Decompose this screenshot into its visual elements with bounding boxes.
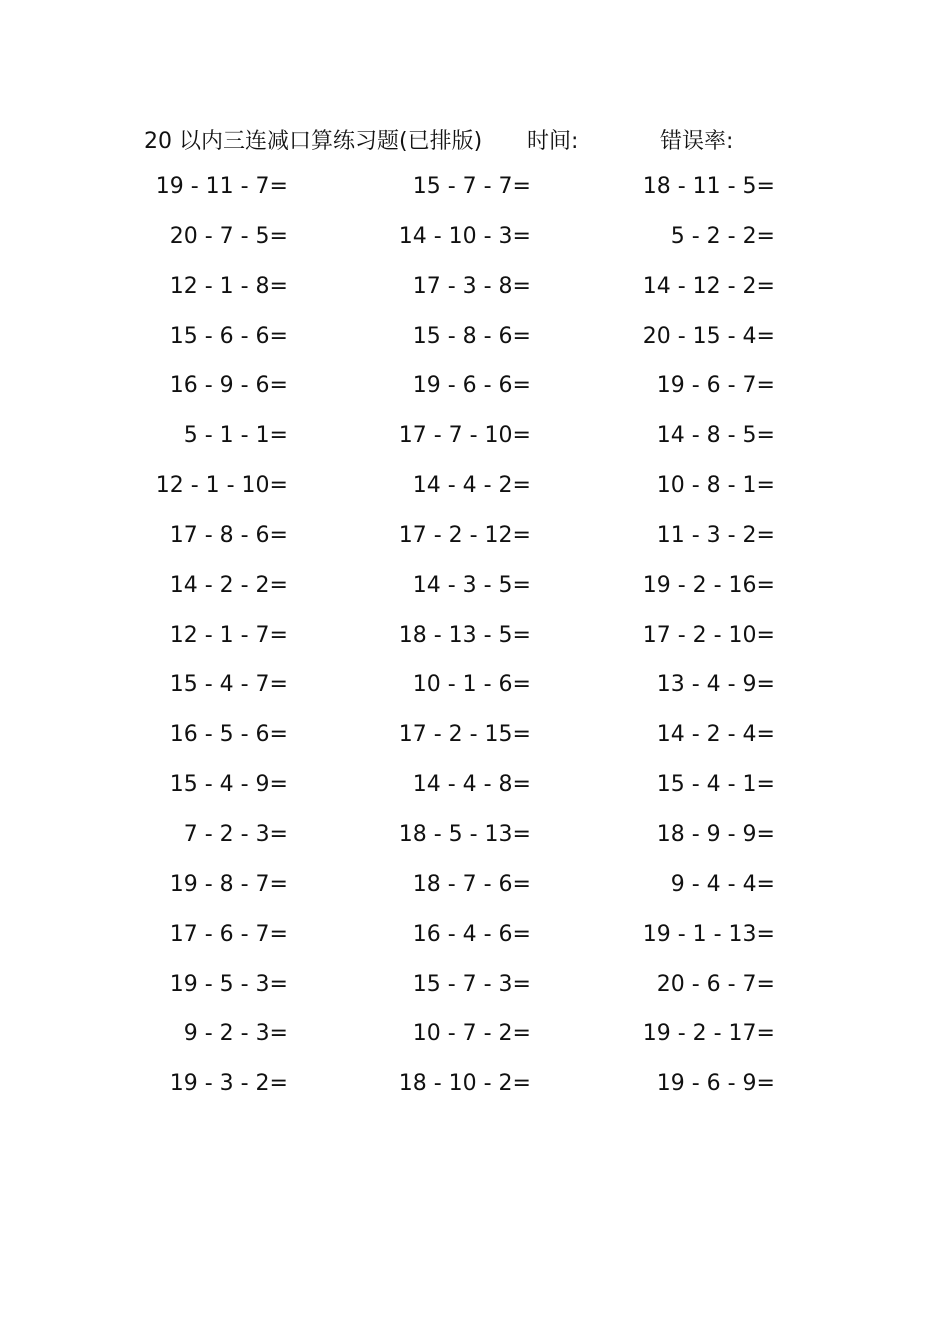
problem-item: 10 - 8 - 1= <box>656 473 775 499</box>
problem-item: 14 - 8 - 5= <box>656 423 775 449</box>
problem-item: 19 - 8 - 7= <box>169 871 288 897</box>
problem-item: 15 - 7 - 7= <box>412 174 531 199</box>
problem-item: 19 - 2 - 16= <box>642 572 775 598</box>
problem-item: 16 - 9 - 6= <box>169 373 288 399</box>
problem-item: 12 - 1 - 8= <box>169 273 288 299</box>
problem-item: 19 - 6 - 6= <box>412 373 531 399</box>
problem-item: 5 - 2 - 2= <box>670 223 775 249</box>
problem-item: 12 - 1 - 10= <box>155 473 288 499</box>
problem-item: 17 - 3 - 8= <box>412 273 531 299</box>
problem-item: 15 - 7 - 3= <box>412 971 531 997</box>
problem-item: 18 - 10 - 2= <box>398 1071 531 1097</box>
problem-item: 17 - 2 - 12= <box>398 522 531 548</box>
problem-item: 9 - 4 - 4= <box>670 871 775 897</box>
problem-item: 15 - 4 - 7= <box>169 672 288 698</box>
problem-item: 19 - 11 - 7= <box>155 174 288 199</box>
problem-row <box>0 772 950 822</box>
worksheet-title: 20 以内三连减口算练习题(已排版) <box>144 129 483 154</box>
problem-item: 14 - 12 - 2= <box>642 273 775 299</box>
problem-item: 14 - 2 - 4= <box>656 722 775 748</box>
problem-row <box>0 523 950 573</box>
problem-item: 18 - 11 - 5= <box>642 174 775 199</box>
problem-item: 12 - 1 - 7= <box>169 622 288 648</box>
problem-item: 9 - 2 - 3= <box>183 1021 288 1047</box>
problem-item: 19 - 2 - 17= <box>642 1021 775 1047</box>
problem-item: 14 - 2 - 2= <box>169 572 288 598</box>
problem-item: 5 - 1 - 1= <box>183 423 288 449</box>
problem-item: 18 - 9 - 9= <box>656 821 775 847</box>
problem-item: 18 - 5 - 13= <box>398 821 531 847</box>
problem-row <box>0 972 950 1022</box>
problem-item: 17 - 7 - 10= <box>398 423 531 449</box>
problem-item: 15 - 6 - 6= <box>169 323 288 349</box>
problem-item: 15 - 8 - 6= <box>412 323 531 349</box>
problem-row <box>0 623 950 673</box>
problem-item: 15 - 4 - 1= <box>656 772 775 798</box>
problem-item: 20 - 7 - 5= <box>169 223 288 249</box>
problem-item: 19 - 5 - 3= <box>169 971 288 997</box>
problem-row <box>0 822 950 872</box>
problem-item: 18 - 7 - 6= <box>412 871 531 897</box>
problem-item: 17 - 6 - 7= <box>169 921 288 947</box>
problem-item: 20 - 15 - 4= <box>642 323 775 349</box>
worksheet-header <box>0 124 950 160</box>
problem-row <box>0 423 950 473</box>
problem-row <box>0 274 950 324</box>
problem-item: 20 - 6 - 7= <box>656 971 775 997</box>
problem-item: 10 - 7 - 2= <box>412 1021 531 1047</box>
problem-item: 10 - 1 - 6= <box>412 672 531 698</box>
problem-row <box>0 672 950 722</box>
problem-item: 18 - 13 - 5= <box>398 622 531 648</box>
problem-row <box>0 473 950 523</box>
problem-item: 14 - 3 - 5= <box>412 572 531 598</box>
problem-row <box>0 224 950 274</box>
problem-row <box>0 573 950 623</box>
problem-item: 16 - 5 - 6= <box>169 722 288 748</box>
problem-item: 17 - 2 - 15= <box>398 722 531 748</box>
problem-item: 19 - 3 - 2= <box>169 1071 288 1097</box>
problem-row <box>0 922 950 972</box>
problem-item: 14 - 10 - 3= <box>398 223 531 249</box>
problem-item: 19 - 6 - 7= <box>656 373 775 399</box>
problem-row <box>0 174 950 224</box>
problem-item: 14 - 4 - 8= <box>412 772 531 798</box>
problem-row <box>0 722 950 772</box>
time-label: 时间: <box>527 129 579 154</box>
problem-row <box>0 1021 950 1071</box>
problem-item: 7 - 2 - 3= <box>183 821 288 847</box>
problem-item: 19 - 1 - 13= <box>642 921 775 947</box>
problem-row <box>0 872 950 922</box>
error-rate-label: 错误率: <box>660 129 734 154</box>
problem-item: 16 - 4 - 6= <box>412 921 531 947</box>
problem-item: 11 - 3 - 2= <box>656 522 775 548</box>
problem-row <box>0 1071 950 1121</box>
problem-row <box>0 324 950 374</box>
problem-item: 17 - 2 - 10= <box>642 622 775 648</box>
problem-grid <box>0 174 950 1121</box>
problem-item: 14 - 4 - 2= <box>412 473 531 499</box>
problem-item: 15 - 4 - 9= <box>169 772 288 798</box>
problem-row <box>0 373 950 423</box>
problem-item: 17 - 8 - 6= <box>169 522 288 548</box>
problem-item: 13 - 4 - 9= <box>656 672 775 698</box>
problem-item: 19 - 6 - 9= <box>656 1071 775 1097</box>
